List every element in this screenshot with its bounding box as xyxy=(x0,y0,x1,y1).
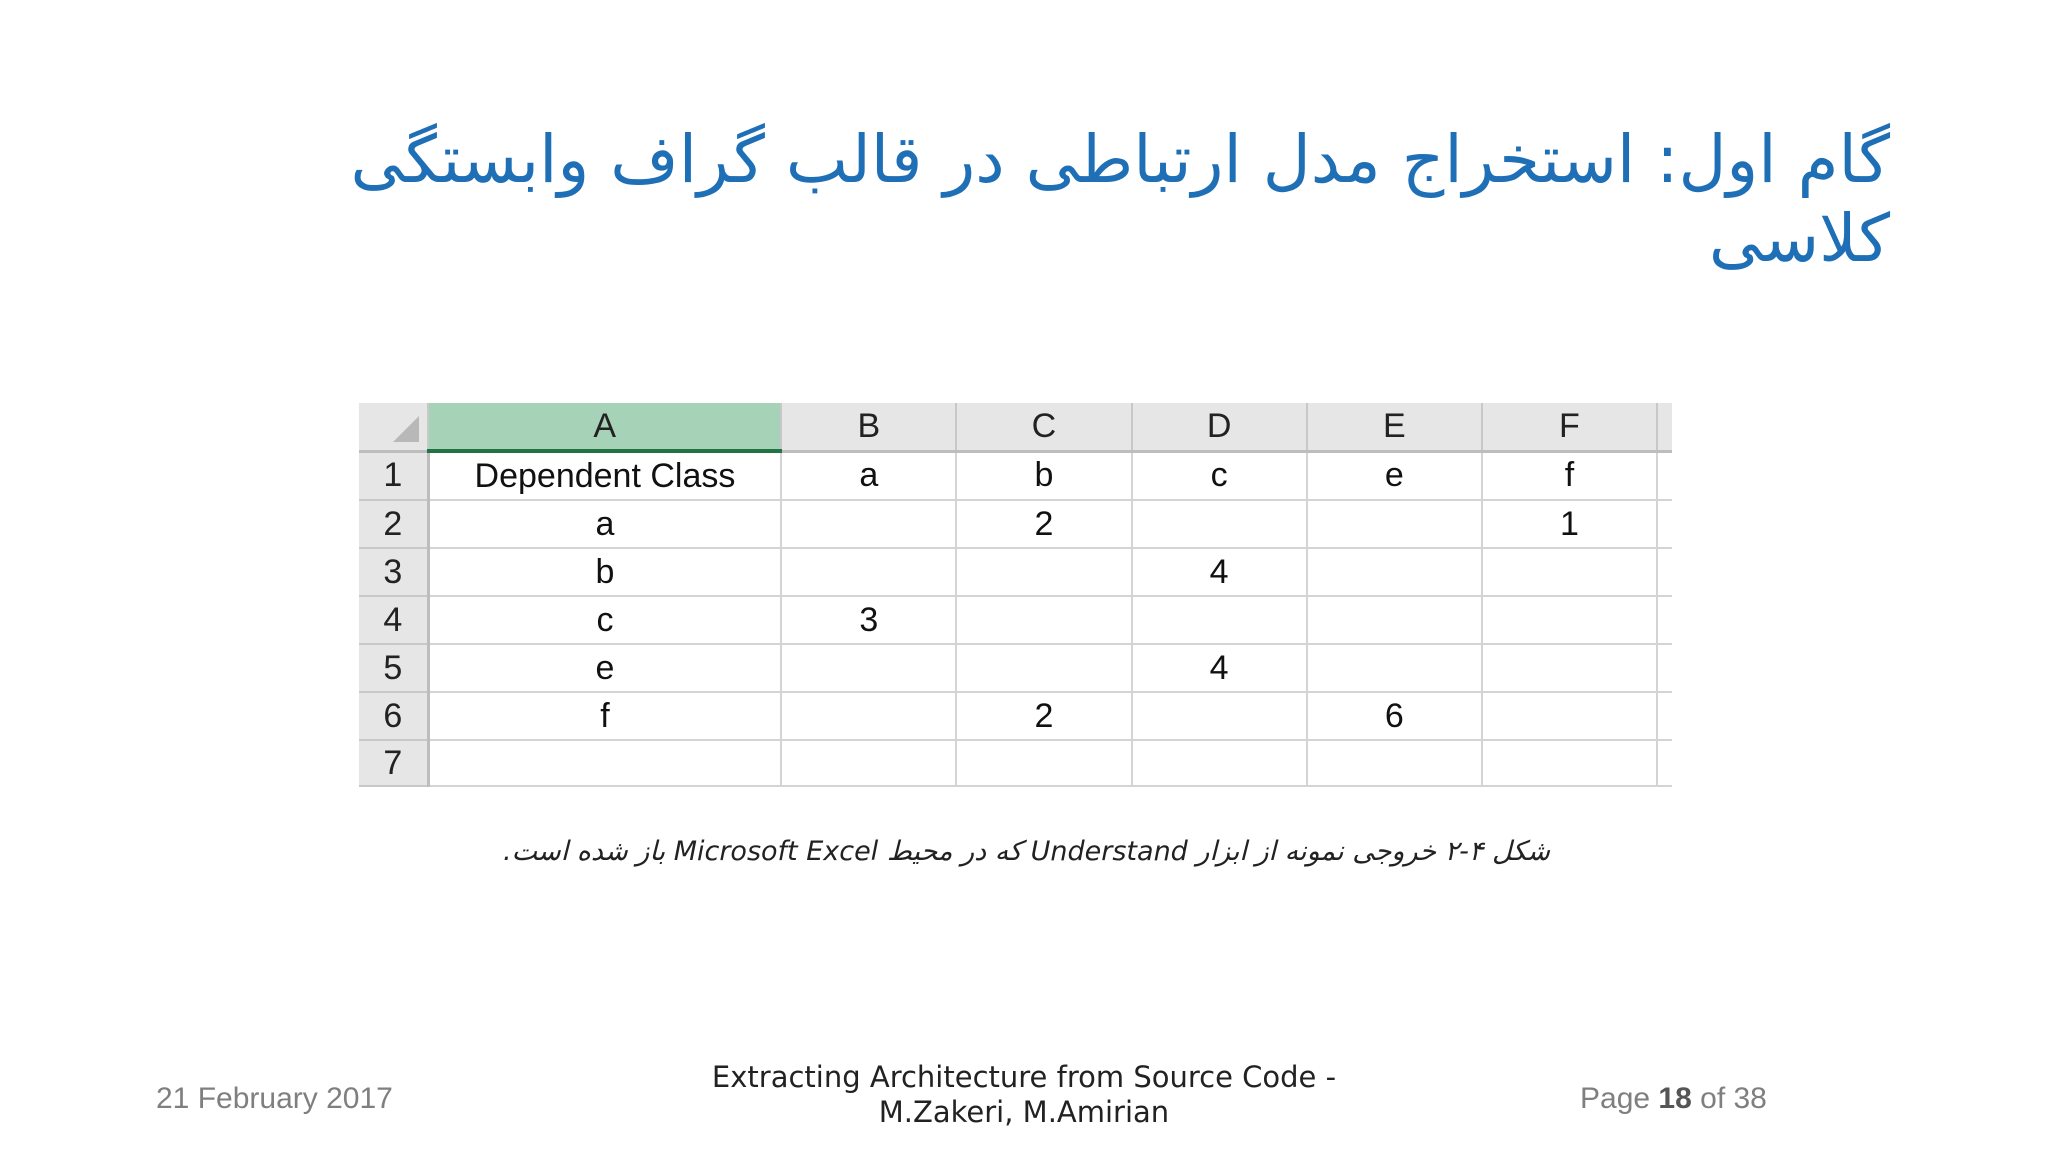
table-cell xyxy=(428,740,781,786)
caption-env: Microsoft Excel xyxy=(673,836,879,867)
table-cell: f xyxy=(1482,451,1657,500)
table-cell: 4 xyxy=(1132,548,1307,596)
column-header-a: A xyxy=(428,403,781,451)
table-row xyxy=(359,451,1672,500)
table-cell xyxy=(1482,692,1657,740)
table-cell-overflow xyxy=(1657,548,1672,596)
table-cell: a xyxy=(428,500,781,548)
row-header: 5 xyxy=(359,644,428,692)
row-header: 1 xyxy=(359,451,428,500)
caption-suffix: باز شده است. xyxy=(502,836,666,867)
table-cell: Dependent Class xyxy=(428,451,781,500)
table-row xyxy=(359,500,1672,548)
table-cell: 2 xyxy=(956,692,1131,740)
table-cell xyxy=(781,740,956,786)
column-header-b: B xyxy=(781,403,956,451)
table-cell xyxy=(956,740,1131,786)
select-all-triangle-icon xyxy=(393,416,419,442)
table-cell: c xyxy=(1132,451,1307,500)
table-cell xyxy=(1307,548,1482,596)
table-cell: b xyxy=(956,451,1131,500)
table-cell xyxy=(956,596,1131,644)
table-cell xyxy=(1307,740,1482,786)
table-row xyxy=(359,644,1672,692)
table-cell: f xyxy=(428,692,781,740)
table-cell xyxy=(956,644,1131,692)
column-header-d: D xyxy=(1132,403,1307,451)
caption-middle: که در محیط xyxy=(886,836,1023,867)
column-header-f: F xyxy=(1482,403,1657,451)
table-cell xyxy=(1132,596,1307,644)
row-header: 7 xyxy=(359,740,428,786)
page-label: Page xyxy=(1580,1082,1651,1115)
table-cell xyxy=(1482,740,1657,786)
row-header: 6 xyxy=(359,692,428,740)
table-cell xyxy=(781,644,956,692)
table-cell-overflow xyxy=(1657,692,1672,740)
table-row xyxy=(359,740,1672,786)
table-cell xyxy=(956,548,1131,596)
footer-page-number xyxy=(1580,1082,1767,1116)
table-cell xyxy=(1482,644,1657,692)
row-header: 2 xyxy=(359,500,428,548)
table-cell: e xyxy=(1307,451,1482,500)
caption-prefix: شکل ۴-۲ خروجی نمونه از ابزار xyxy=(1196,836,1550,867)
figure-caption xyxy=(470,836,1550,867)
footer-authors: M.Zakeri, M.Amirian xyxy=(878,1094,1170,1129)
page-total: of 38 xyxy=(1700,1082,1767,1115)
table-cell: 2 xyxy=(956,500,1131,548)
row-header: 3 xyxy=(359,548,428,596)
table-cell xyxy=(1307,644,1482,692)
column-header-row xyxy=(359,403,1672,451)
table-cell: b xyxy=(428,548,781,596)
spreadsheet-image xyxy=(359,403,1672,787)
table-cell: 1 xyxy=(1482,500,1657,548)
table-row xyxy=(359,692,1672,740)
table-cell: c xyxy=(428,596,781,644)
table-cell-overflow xyxy=(1657,451,1672,500)
table-cell: a xyxy=(781,451,956,500)
caption-tool: Understand xyxy=(1030,836,1188,867)
table-cell xyxy=(781,548,956,596)
page-current: 18 xyxy=(1658,1082,1692,1115)
table-cell: 6 xyxy=(1307,692,1482,740)
table-cell xyxy=(1132,740,1307,786)
select-all-corner xyxy=(359,403,428,451)
table-cell xyxy=(1132,500,1307,548)
table-cell-overflow xyxy=(1657,500,1672,548)
column-header-e: E xyxy=(1307,403,1482,451)
table-cell xyxy=(781,500,956,548)
table-cell: 3 xyxy=(781,596,956,644)
table-cell-overflow xyxy=(1657,644,1672,692)
table-cell xyxy=(1307,596,1482,644)
row-header: 4 xyxy=(359,596,428,644)
footer-date: 21 February 2017 xyxy=(156,1082,393,1115)
table-cell xyxy=(1307,500,1482,548)
table-row xyxy=(359,548,1672,596)
column-header-overflow xyxy=(1657,403,1672,451)
table-cell xyxy=(1482,548,1657,596)
table-cell xyxy=(1132,692,1307,740)
table-cell: 4 xyxy=(1132,644,1307,692)
table-cell-overflow xyxy=(1657,740,1672,786)
table-cell-overflow xyxy=(1657,596,1672,644)
table-cell: e xyxy=(428,644,781,692)
table-cell xyxy=(1482,596,1657,644)
footer-presentation-title xyxy=(684,1060,1364,1130)
slide-title: گام اول: استخراج مدل ارتباطی در قالب گراف وابستگی کلاسی xyxy=(350,121,1890,278)
table-row xyxy=(359,596,1672,644)
table-cell xyxy=(781,692,956,740)
column-header-c: C xyxy=(956,403,1131,451)
footer-title-line1: Extracting Architecture from Source Code - xyxy=(711,1060,1337,1094)
